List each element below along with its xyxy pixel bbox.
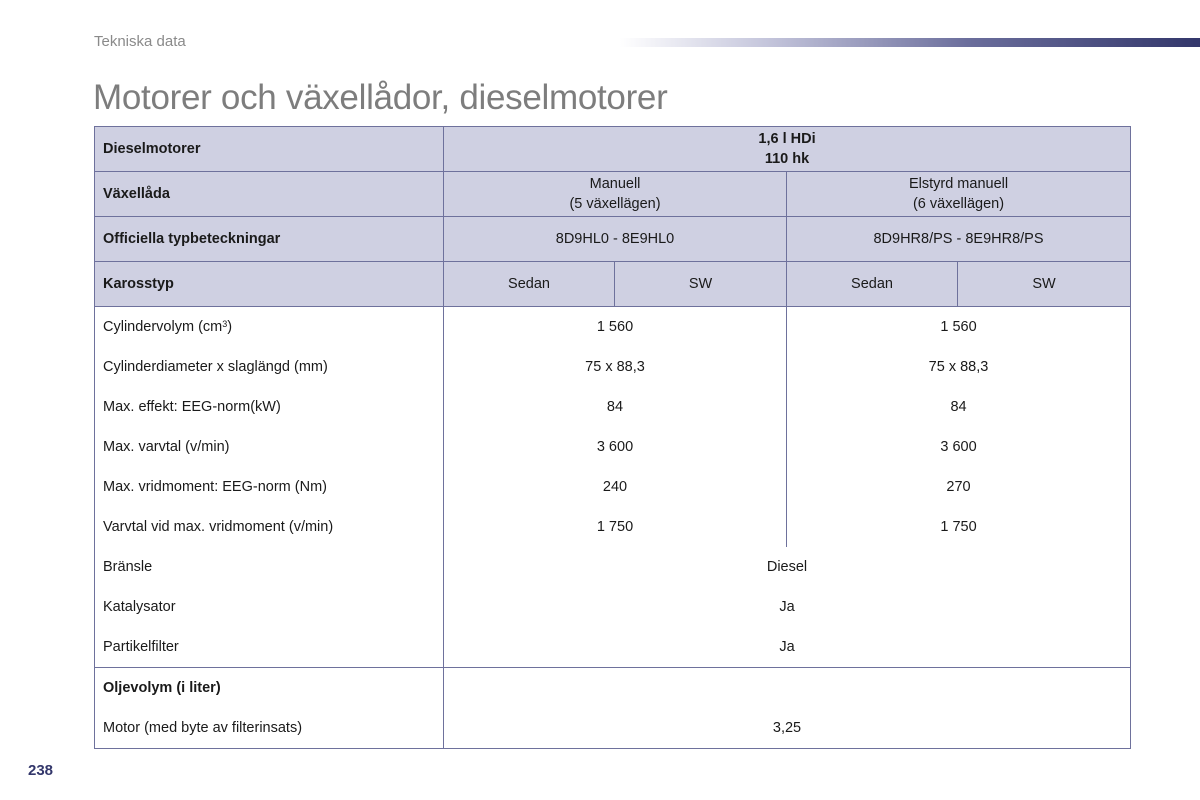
spec-row xyxy=(95,347,1131,387)
spec-row-label: Cylinderdiameter x slaglängd (mm) xyxy=(95,347,444,387)
type-designation-electronic: 8D9HR8/PS - 8E9HR8/PS xyxy=(787,217,1131,262)
spec-value-electronic: 75 x 88,3 xyxy=(787,347,1131,387)
gearbox-manual-cell xyxy=(444,172,787,217)
engine-model: 1,6 l HDi xyxy=(758,131,816,147)
spec-value-manual: 1 560 xyxy=(444,307,787,348)
page-number: 238 xyxy=(28,762,54,779)
shared-spec-row xyxy=(95,587,1131,627)
shared-spec-label: Katalysator xyxy=(95,587,444,627)
gearbox-row-label: Växellåda xyxy=(95,172,444,217)
spec-row xyxy=(95,467,1131,507)
body-type-row xyxy=(95,262,1131,307)
shared-spec-label: Bränsle xyxy=(95,547,444,587)
spec-row-label: Cylindervolym $(cm^3)$ xyxy=(95,307,444,348)
shared-spec-row xyxy=(95,547,1131,587)
body-type-cell: Sedan xyxy=(444,262,615,307)
spec-row-label: Max. varvtal (v/min) xyxy=(95,427,444,467)
spec-value-manual: 1 750 xyxy=(444,507,787,547)
spec-value-electronic: 270 xyxy=(787,467,1131,507)
gearbox-row xyxy=(95,172,1131,217)
gearbox-electronic-cell xyxy=(787,172,1131,217)
spec-row xyxy=(95,307,1131,348)
spec-row-label: Max. effekt: EEG-norm(kW) xyxy=(95,387,444,427)
shared-spec-value: Diesel xyxy=(444,547,1131,587)
spec-row xyxy=(95,387,1131,427)
engine-model-cell xyxy=(444,127,1131,172)
page-title: Motorer och växellådor, dieselmotorer xyxy=(93,78,668,117)
spec-row xyxy=(95,507,1131,547)
spec-value-electronic: 84 xyxy=(787,387,1131,427)
spec-table xyxy=(94,126,1131,749)
spec-row-label: Varvtal vid max. vridmoment (v/min) xyxy=(95,507,444,547)
gearbox-electronic: Elstyrd manuell xyxy=(908,176,1009,192)
gearbox-electronic-gears: (6 växellägen) xyxy=(912,196,1005,212)
engine-power: 110 hk xyxy=(764,151,810,167)
body-type-cell: Sedan xyxy=(787,262,958,307)
oil-heading-empty xyxy=(444,668,1131,709)
shared-spec-label: Partikelfilter xyxy=(95,627,444,668)
spec-row-label: Max. vridmoment: EEG-norm (Nm) xyxy=(95,467,444,507)
spec-value-manual: 240 xyxy=(444,467,787,507)
shared-spec-value: Ja xyxy=(444,587,1131,627)
spec-value-manual: 3 600 xyxy=(444,427,787,467)
shared-spec-row xyxy=(95,627,1131,668)
engine-row-label: Dieselmotorer xyxy=(95,127,444,172)
body-type-label: Karosstyp xyxy=(95,262,444,307)
gearbox-manual: Manuell xyxy=(589,176,641,192)
spec-value-electronic: 1 750 xyxy=(787,507,1131,547)
spec-value-manual: 84 xyxy=(444,387,787,427)
header-decorative-bar xyxy=(620,38,1200,47)
type-designation-label: Officiella typbeteckningar xyxy=(95,217,444,262)
spec-row xyxy=(95,427,1131,467)
type-designation-row xyxy=(95,217,1131,262)
oil-row xyxy=(95,708,1131,749)
shared-spec-value: Ja xyxy=(444,627,1131,668)
body-type-cell: SW xyxy=(615,262,787,307)
engine-row xyxy=(95,127,1131,172)
spec-value-electronic: 1 560 xyxy=(787,307,1131,348)
oil-value: 3,25 xyxy=(444,708,1131,749)
oil-heading-row xyxy=(95,668,1131,709)
section-label: Tekniska data xyxy=(94,33,186,50)
oil-heading: Oljevolym (i liter) xyxy=(95,668,444,709)
spec-value-manual: 75 x 88,3 xyxy=(444,347,787,387)
gearbox-manual-gears: (5 växellägen) xyxy=(569,196,661,212)
body-type-cell: SW xyxy=(958,262,1131,307)
oil-label: Motor (med byte av filterinsats) xyxy=(95,708,444,749)
type-designation-manual: 8D9HL0 - 8E9HL0 xyxy=(444,217,787,262)
spec-value-electronic: 3 600 xyxy=(787,427,1131,467)
